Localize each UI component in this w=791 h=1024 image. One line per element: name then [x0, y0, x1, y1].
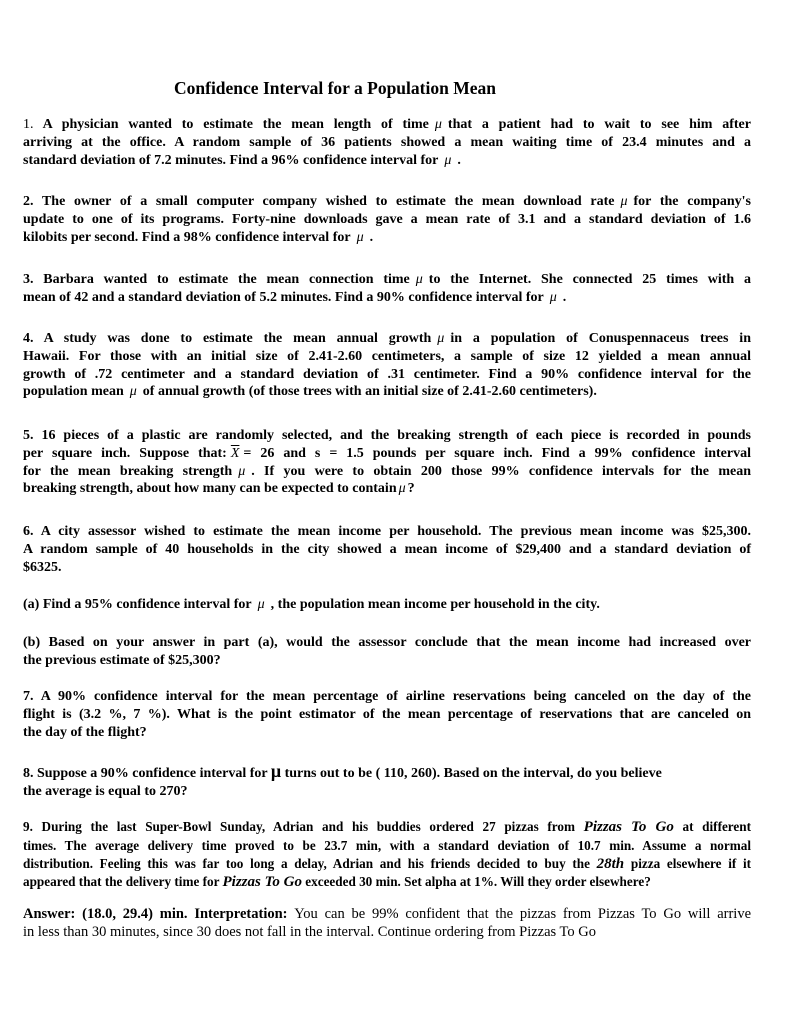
- problem-7-line-3: the day of the flight?: [23, 724, 147, 740]
- problem-3-line-2: mean of 42 and a standard deviation of 5.2 minutes. Find a 90% confidence interval for μ .: [23, 289, 567, 305]
- mu-symbol: μ: [356, 229, 364, 245]
- problem-6-line-3: $6325.: [23, 559, 62, 575]
- problem-5-line-1: 5. 16 pieces of a plastic are randomly selected, and the breaking strength of each piece is recorded in pounds: [23, 428, 751, 443]
- mu-symbol: μ: [238, 463, 246, 479]
- problem-5: [23, 427, 751, 498]
- mu-symbol: μ: [398, 481, 406, 497]
- mu-symbol: μ: [257, 597, 265, 612]
- problem-1-line-1: 1. A physician wanted to estimate the mean length of time μ that a patient had to wait to see him after: [23, 117, 751, 132]
- problem-2: [23, 193, 751, 246]
- problem-1-line-2: arriving at the office. A random sample of 36 patients showed a mean waiting time of 23.4 minutes and a: [23, 134, 751, 150]
- problem-6a: [23, 596, 751, 614]
- problem-3-line-1: 3. Barbara wanted to estimate the mean connection time μ to the Internet. She connected 25 times with a: [23, 272, 751, 287]
- problem-4-line-1: 4. A study was done to estimate the mean annual growth μ in a population of Conuspennaceus trees in: [23, 331, 751, 346]
- mu-symbol: μ: [415, 272, 423, 287]
- problem-4-line-2: Hawaii. For those with an initial size of 2.41-2.60 centimeters, a sample of size 12 yielded a mean annual: [23, 348, 751, 364]
- mu-symbol: μ: [270, 761, 282, 781]
- mu-symbol: μ: [620, 194, 628, 209]
- problem-4: [23, 330, 751, 401]
- answer-line-2: in less than 30 minutes, since 30 does not fall in the interval. Continue ordering from Pizzas To Go: [23, 924, 596, 940]
- mu-symbol: μ: [434, 117, 442, 132]
- problem-8-line-2: the average is equal to 270?: [23, 783, 188, 799]
- problem-5-line-2: per square inch. Suppose that: $\overline{X} = 26$ and s = 1.5 pounds per square inch. Find a 99% confidence interval: [23, 445, 751, 461]
- mu-symbol: μ: [437, 331, 445, 346]
- problem-6-line-2: A random sample of 40 households in the city showed a mean income of $29,400 and a standard deviation of: [23, 541, 751, 557]
- problem-7: [23, 688, 751, 741]
- answer-label: Answer: (18.0, 29.4) min. Interpretation:: [23, 906, 288, 922]
- problem-2-line-3: kilobits per second. Find a 98% confidence interval for μ .: [23, 229, 374, 245]
- problem-6a-line-1: (a) Find a 95% confidence interval for μ , the population mean income per household in the city.: [23, 597, 600, 612]
- problem-6b: [23, 634, 751, 670]
- mu-symbol: μ: [129, 384, 137, 400]
- problem-6: [23, 523, 751, 576]
- problem-4-line-3: growth of .72 centimeter and a standard deviation of .31 centimeter. Find a 90% confidence interval for the: [23, 366, 751, 382]
- problem-4-line-4: population mean μ of annual growth (of those trees with an initial size of 2.41-2.60 centimeters).: [23, 384, 597, 400]
- problem-7-line-2: flight is (3.2 %, 7 %). What is the point estimator of the mean percentage of reservations that are canceled on: [23, 706, 751, 722]
- problem-5-line-3: for the mean breaking strength μ . If you were to obtain 200 those 99% confidence intervals for the mean: [23, 463, 752, 479]
- problem-8-line-1: 8. Suppose a 90% confidence interval for μ turns out to be ( 110, 260). Based on the interval, do you believe: [23, 761, 662, 781]
- problem-9: [23, 818, 751, 892]
- problem-5-line-4: breaking strength, about how many can be expected to contain μ ?: [23, 481, 415, 497]
- problem-6-line-1: 6. A city assessor wished to estimate the mean income per household. The previous mean income was $25,300.: [23, 524, 751, 539]
- problem-9-line-1: 9. During the last Super-Bowl Sunday, Adrian and his buddies ordered 27 pizzas from Pizzas To Go at different: [23, 819, 752, 835]
- x-bar-symbol: $\overline{X}$: [230, 445, 240, 461]
- problem-9-line-3: distribution. Feeling this was far too long a delay, Adrian and his friends decided to buy the 28th pizza elsewhere if it: [23, 855, 752, 872]
- answer: [23, 905, 751, 941]
- problem-8: [23, 763, 751, 801]
- mu-symbol: μ: [549, 289, 557, 305]
- problem-1-line-3: standard deviation of 7.2 minutes. Find a 96% confidence interval for μ .: [23, 152, 461, 168]
- problem-3: [23, 271, 751, 307]
- problem-6b-line-2: the previous estimate of $25,300?: [23, 652, 221, 668]
- problem-2-line-1: 2. The owner of a small computer company wished to estimate the mean download rate μ for the company's: [23, 194, 751, 209]
- problem-7-line-1: 7. A 90% confidence interval for the mean percentage of airline reservations being canceled on the day of the: [23, 689, 751, 704]
- page-title: Confidence Interval for a Population Mean: [174, 78, 496, 98]
- answer-line-1: Answer: (18.0, 29.4) min. Interpretation: You can be 99% confident that the pizzas from Pizzas To Go will arrive: [23, 906, 752, 922]
- problem-6b-line-1: (b) Based on your answer in part (a), would the assessor conclude that the mean income had increased over: [23, 635, 751, 650]
- problem-2-line-2: update to one of its programs. Forty-nine downloads gave a mean rate of 3.1 and a standard deviation of 1.6: [23, 211, 751, 227]
- mu-symbol: μ: [444, 152, 452, 168]
- problem-1: [23, 116, 751, 169]
- problem-9-line-4: appeared that the delivery time for Pizzas To Go exceeded 30 min. Set alpha at 1%. Will they order elsewhere?: [23, 874, 651, 891]
- problem-9-line-2: times. The average delivery time proved to be 23.7 min, with a standard deviation of 10.7 min. Assume a normal: [23, 837, 751, 853]
